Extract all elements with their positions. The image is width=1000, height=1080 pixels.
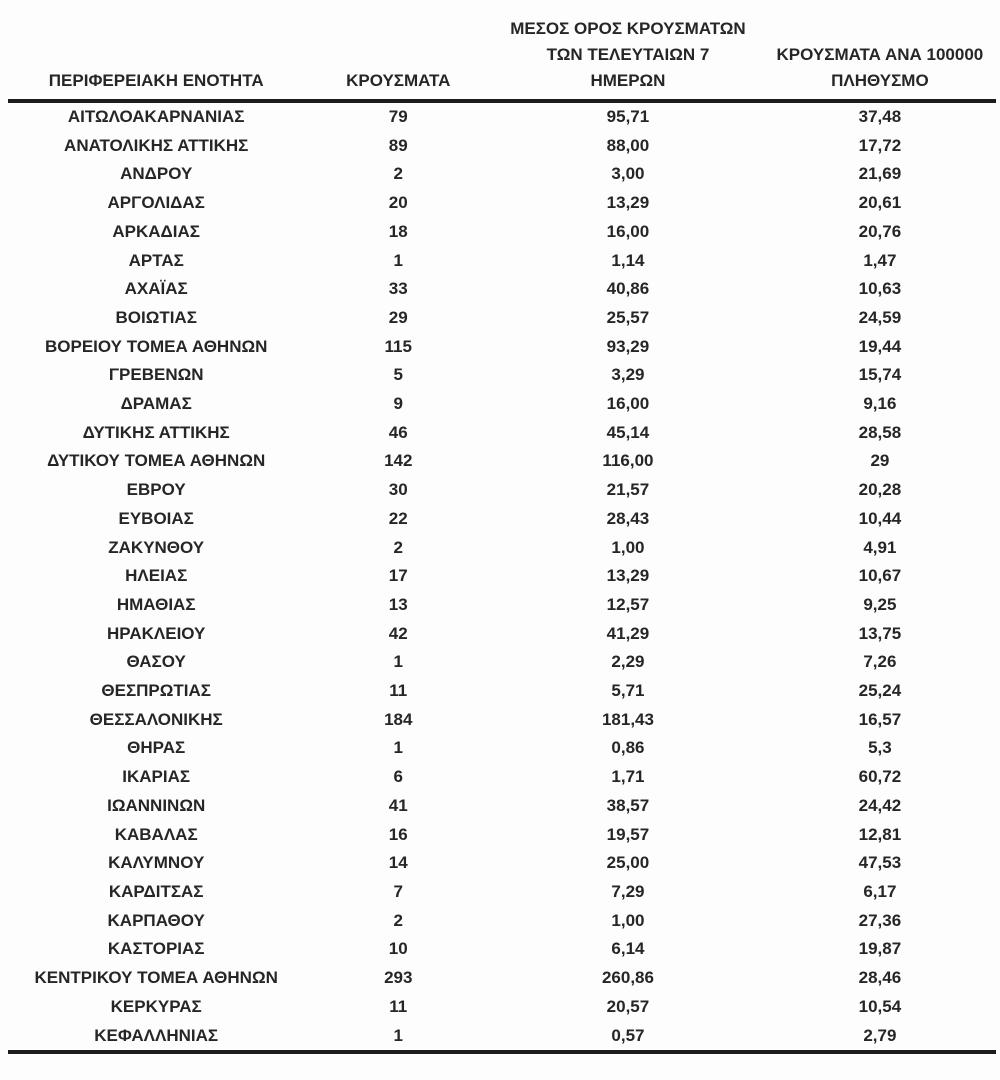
table-row — [8, 247, 996, 276]
cell-regional-unit: ΒΟΙΩΤΙΑΣ — [115, 307, 197, 327]
cell-regional-unit: ΚΑΛΥΜΝΟΥ — [108, 853, 205, 873]
cell-cases-per-100000: 15,74 — [858, 365, 902, 385]
table-row — [8, 132, 996, 161]
cell-cases-per-100000: 10,63 — [858, 279, 902, 299]
cell-cases: 1 — [393, 738, 403, 758]
column-header-label: ΚΡΟΥΣΜΑΤΑ — [346, 71, 451, 90]
cell-7day-average: 19,57 — [606, 824, 650, 844]
table-row — [8, 275, 996, 304]
cell-regional-unit: ΚΑΡΔΙΤΣΑΣ — [108, 881, 204, 901]
cell-7day-average: 181,43 — [601, 709, 654, 729]
column-header-regional-unit — [8, 0, 304, 101]
cell-7day-average: 5,71 — [611, 681, 645, 701]
table-row — [8, 734, 996, 763]
cell-cases: 13 — [388, 594, 408, 614]
cell-cases-per-100000: 20,76 — [858, 221, 902, 241]
table-header — [8, 0, 996, 101]
cell-7day-average: 7,29 — [611, 881, 645, 901]
cell-7day-average: 45,14 — [606, 422, 650, 442]
table-row — [8, 763, 996, 792]
cell-cases-per-100000: 1,47 — [863, 250, 897, 270]
cell-7day-average: 16,00 — [606, 221, 650, 241]
cell-cases: 11 — [389, 996, 408, 1016]
table-row — [8, 304, 996, 333]
table-row — [8, 476, 996, 505]
cell-cases: 10 — [388, 939, 408, 959]
column-header-label-line: ΜΕΣΟΣ ΟΡΟΣ ΚΡΟΥΣΜΑΤΩΝ — [510, 19, 746, 38]
cell-7day-average: 16,00 — [606, 394, 650, 414]
cell-regional-unit: ΑΧΑΪΑΣ — [124, 279, 188, 299]
column-header-7day-average — [492, 0, 764, 101]
cell-7day-average: 3,00 — [611, 164, 645, 184]
header-row — [8, 0, 996, 101]
cell-regional-unit: ΘΕΣΣΑΛΟΝΙΚΗΣ — [89, 709, 223, 729]
cell-7day-average: 116,00 — [602, 451, 654, 471]
column-header-label-line: ΚΡΟΥΣΜΑΤΑ ΑΝΑ 100000 — [776, 45, 984, 64]
cell-regional-unit: ΙΚΑΡΙΑΣ — [122, 767, 191, 787]
cell-cases-per-100000: 13,75 — [858, 623, 902, 643]
cell-7day-average: 13,29 — [606, 193, 650, 213]
cell-cases-per-100000: 28,46 — [858, 968, 902, 988]
table-row — [8, 101, 996, 132]
cell-7day-average: 0,57 — [492, 1022, 764, 1053]
cell-regional-unit: ΚΑΣΤΟΡΙΑΣ — [107, 939, 205, 959]
cell-cases-per-100000: 21,69 — [858, 164, 902, 184]
cell-cases: 1 — [393, 652, 403, 672]
cell-7day-average: 3,29 — [611, 365, 645, 385]
cell-cases-per-100000: 37,48 — [858, 107, 902, 126]
cell-7day-average: 13,29 — [606, 566, 650, 586]
cell-7day-average: 1,00 — [611, 537, 645, 557]
table-row — [8, 907, 996, 936]
cell-cases: 41 — [388, 795, 408, 815]
table-row — [8, 935, 996, 964]
cell-cases-per-100000: 28,58 — [858, 422, 902, 442]
table-row — [8, 792, 996, 821]
cell-cases: 20 — [388, 193, 408, 213]
cell-7day-average: 20,57 — [606, 996, 650, 1016]
table-row — [8, 677, 996, 706]
cell-7day-average: 88,00 — [606, 135, 650, 155]
cell-cases: 79 — [388, 107, 408, 126]
cell-regional-unit: ΔΡΑΜΑΣ — [120, 394, 192, 414]
cell-regional-unit: ΗΜΑΘΙΑΣ — [116, 594, 196, 614]
cell-7day-average: 1,71 — [611, 767, 645, 787]
cell-cases: 1 — [393, 250, 403, 270]
cell-regional-unit: ΚΑΡΠΑΘΟΥ — [107, 910, 205, 930]
cell-regional-unit: ΕΥΒΟΙΑΣ — [118, 508, 194, 528]
cell-cases: 5 — [393, 365, 403, 385]
cell-cases: 6 — [393, 767, 403, 787]
cell-cases: 18 — [388, 221, 408, 241]
cell-regional-unit: ΘΑΣΟΥ — [126, 652, 186, 672]
cell-cases: 1 — [304, 1022, 492, 1053]
table-row — [8, 648, 996, 677]
cell-cases: 9 — [393, 394, 403, 414]
cell-cases-per-100000: 17,72 — [858, 135, 902, 155]
table-row — [8, 361, 996, 390]
cell-cases-per-100000: 6,17 — [863, 881, 897, 901]
table-row — [8, 849, 996, 878]
cell-regional-unit: ΑΡΚΑΔΙΑΣ — [112, 221, 200, 241]
column-header-cases — [304, 0, 492, 101]
cell-cases-per-100000: 24,42 — [858, 795, 902, 815]
cell-cases-per-100000: 5,3 — [868, 738, 892, 758]
cell-cases-per-100000: 19,87 — [858, 939, 902, 959]
cell-7day-average: 21,57 — [606, 480, 650, 500]
table-row — [8, 620, 996, 649]
cell-regional-unit: ΘΗΡΑΣ — [127, 738, 186, 758]
cell-cases: 2 — [393, 537, 403, 557]
cell-cases: 142 — [384, 451, 413, 471]
cell-cases-per-100000: 9,16 — [863, 394, 897, 414]
table-row — [8, 878, 996, 907]
cell-cases: 14 — [388, 853, 408, 873]
cell-regional-unit: ΔΥΤΙΚΟΥ ΤΟΜΕΑ ΑΘΗΝΩΝ — [47, 451, 266, 471]
table-row — [8, 591, 996, 620]
cell-7day-average: 95,71 — [606, 107, 650, 126]
cell-cases: 42 — [388, 623, 408, 643]
cell-regional-unit: ΒΟΡΕΙΟΥ ΤΟΜΕΑ ΑΘΗΝΩΝ — [45, 336, 268, 356]
cell-7day-average: 41,29 — [606, 623, 650, 643]
cell-cases: 293 — [384, 968, 413, 988]
cell-regional-unit: ΙΩΑΝΝΙΝΩΝ — [107, 795, 206, 815]
cell-7day-average: 93,29 — [606, 336, 650, 356]
table-row — [8, 821, 996, 850]
cell-regional-unit: ΚΕΡΚΥΡΑΣ — [110, 996, 202, 1016]
cell-cases-per-100000: 12,81 — [858, 824, 902, 844]
column-header-label-line: ΤΩΝ ΤΕΛΕΥΤΑΙΩΝ 7 — [546, 45, 710, 64]
table-row — [8, 993, 996, 1022]
cell-cases: 115 — [384, 336, 412, 356]
cell-regional-unit: ΑΙΤΩΛΟΑΚΑΡΝΑΝΙΑΣ — [67, 107, 245, 126]
cell-cases-per-100000: 10,67 — [858, 566, 902, 586]
cell-7day-average: 38,57 — [606, 795, 650, 815]
table-row — [8, 534, 996, 563]
cell-regional-unit: ΗΡΑΚΛΕΙΟΥ — [106, 623, 206, 643]
cell-7day-average: 6,14 — [611, 939, 645, 959]
table-row — [8, 160, 996, 189]
cell-cases-per-100000: 4,91 — [863, 537, 897, 557]
table-row — [8, 1022, 996, 1053]
table-body — [8, 101, 996, 1052]
cell-cases-per-100000: 16,57 — [858, 709, 902, 729]
cell-cases: 7 — [393, 881, 403, 901]
cell-cases: 22 — [388, 508, 408, 528]
cell-cases-per-100000: 24,59 — [858, 307, 902, 327]
cell-cases-per-100000: 20,28 — [858, 480, 902, 500]
cell-cases: 33 — [388, 279, 408, 299]
cell-cases: 184 — [384, 709, 413, 729]
cell-7day-average: 260,86 — [601, 968, 654, 988]
cell-cases-per-100000: 60,72 — [858, 767, 902, 787]
regional-cases-table — [8, 0, 996, 1054]
cell-7day-average: 0,86 — [611, 738, 645, 758]
column-header-label-line: ΠΛΗΘΥΣΜΟ — [831, 71, 929, 90]
cell-7day-average: 25,00 — [606, 853, 650, 873]
cell-cases: 11 — [389, 681, 408, 701]
cell-7day-average: 12,57 — [606, 594, 650, 614]
cell-7day-average: 2,29 — [611, 652, 645, 672]
cell-cases: 89 — [388, 135, 408, 155]
cell-cases-per-100000: 19,44 — [858, 336, 902, 356]
table-row — [8, 333, 996, 362]
cell-regional-unit: ΖΑΚΥΝΘΟΥ — [108, 537, 205, 557]
table-row — [8, 189, 996, 218]
cell-cases: 16 — [388, 824, 408, 844]
table-row — [8, 390, 996, 419]
cell-regional-unit: ΑΡΓΟΛΙΔΑΣ — [107, 193, 205, 213]
cell-regional-unit: ΑΡΤΑΣ — [128, 250, 184, 270]
table-row — [8, 218, 996, 247]
cell-regional-unit: ΗΛΕΙΑΣ — [125, 566, 188, 586]
table-row — [8, 964, 996, 993]
cell-cases-per-100000: 7,26 — [863, 652, 897, 672]
table-row — [8, 706, 996, 735]
cell-regional-unit: ΔΥΤΙΚΗΣ ΑΤΤΙΚΗΣ — [82, 422, 230, 442]
cell-cases: 2 — [393, 164, 403, 184]
cell-7day-average: 1,14 — [611, 250, 645, 270]
column-header-label: ΠΕΡΙΦΕΡΕΙΑΚΗ ΕΝΟΤΗΤΑ — [48, 71, 264, 90]
cell-7day-average: 25,57 — [606, 307, 650, 327]
cell-cases-per-100000: 29 — [870, 451, 890, 471]
cell-7day-average: 40,86 — [606, 279, 650, 299]
cell-regional-unit: ΚΕΝΤΡΙΚΟΥ ΤΟΜΕΑ ΑΘΗΝΩΝ — [34, 968, 278, 988]
cell-cases-per-100000: 25,24 — [858, 681, 902, 701]
cell-cases: 30 — [388, 480, 408, 500]
cell-regional-unit: ΑΝΑΤΟΛΙΚΗΣ ΑΤΤΙΚΗΣ — [64, 135, 249, 155]
table-row — [8, 447, 996, 476]
column-header-cases-per-100000 — [764, 0, 996, 101]
cell-cases: 46 — [388, 422, 408, 442]
table-row — [8, 505, 996, 534]
cell-7day-average: 1,00 — [611, 910, 645, 930]
cell-cases-per-100000: 10,54 — [858, 996, 902, 1016]
cell-cases: 17 — [388, 566, 408, 586]
cell-cases-per-100000: 20,61 — [858, 193, 902, 213]
cell-regional-unit: ΕΒΡΟΥ — [126, 480, 186, 500]
cell-cases-per-100000: 10,44 — [858, 508, 902, 528]
cell-cases-per-100000: 2,79 — [764, 1022, 996, 1053]
cell-regional-unit: ΘΕΣΠΡΩΤΙΑΣ — [101, 681, 211, 701]
cell-regional-unit: ΓΡΕΒΕΝΩΝ — [108, 365, 204, 385]
cell-7day-average: 28,43 — [606, 508, 650, 528]
cell-cases: 2 — [393, 910, 403, 930]
cell-regional-unit: ΚΕΦΑΛΛΗΝΙΑΣ — [8, 1022, 304, 1053]
table-row — [8, 419, 996, 448]
cell-cases-per-100000: 27,36 — [858, 910, 902, 930]
cell-cases-per-100000: 9,25 — [863, 594, 897, 614]
cell-cases-per-100000: 47,53 — [858, 853, 902, 873]
cell-cases: 29 — [388, 307, 408, 327]
cell-regional-unit: ΚΑΒΑΛΑΣ — [114, 824, 198, 844]
column-header-label-line: ΗΜΕΡΩΝ — [590, 71, 666, 90]
table-row — [8, 562, 996, 591]
cell-regional-unit: ΑΝΔΡΟΥ — [120, 164, 193, 184]
